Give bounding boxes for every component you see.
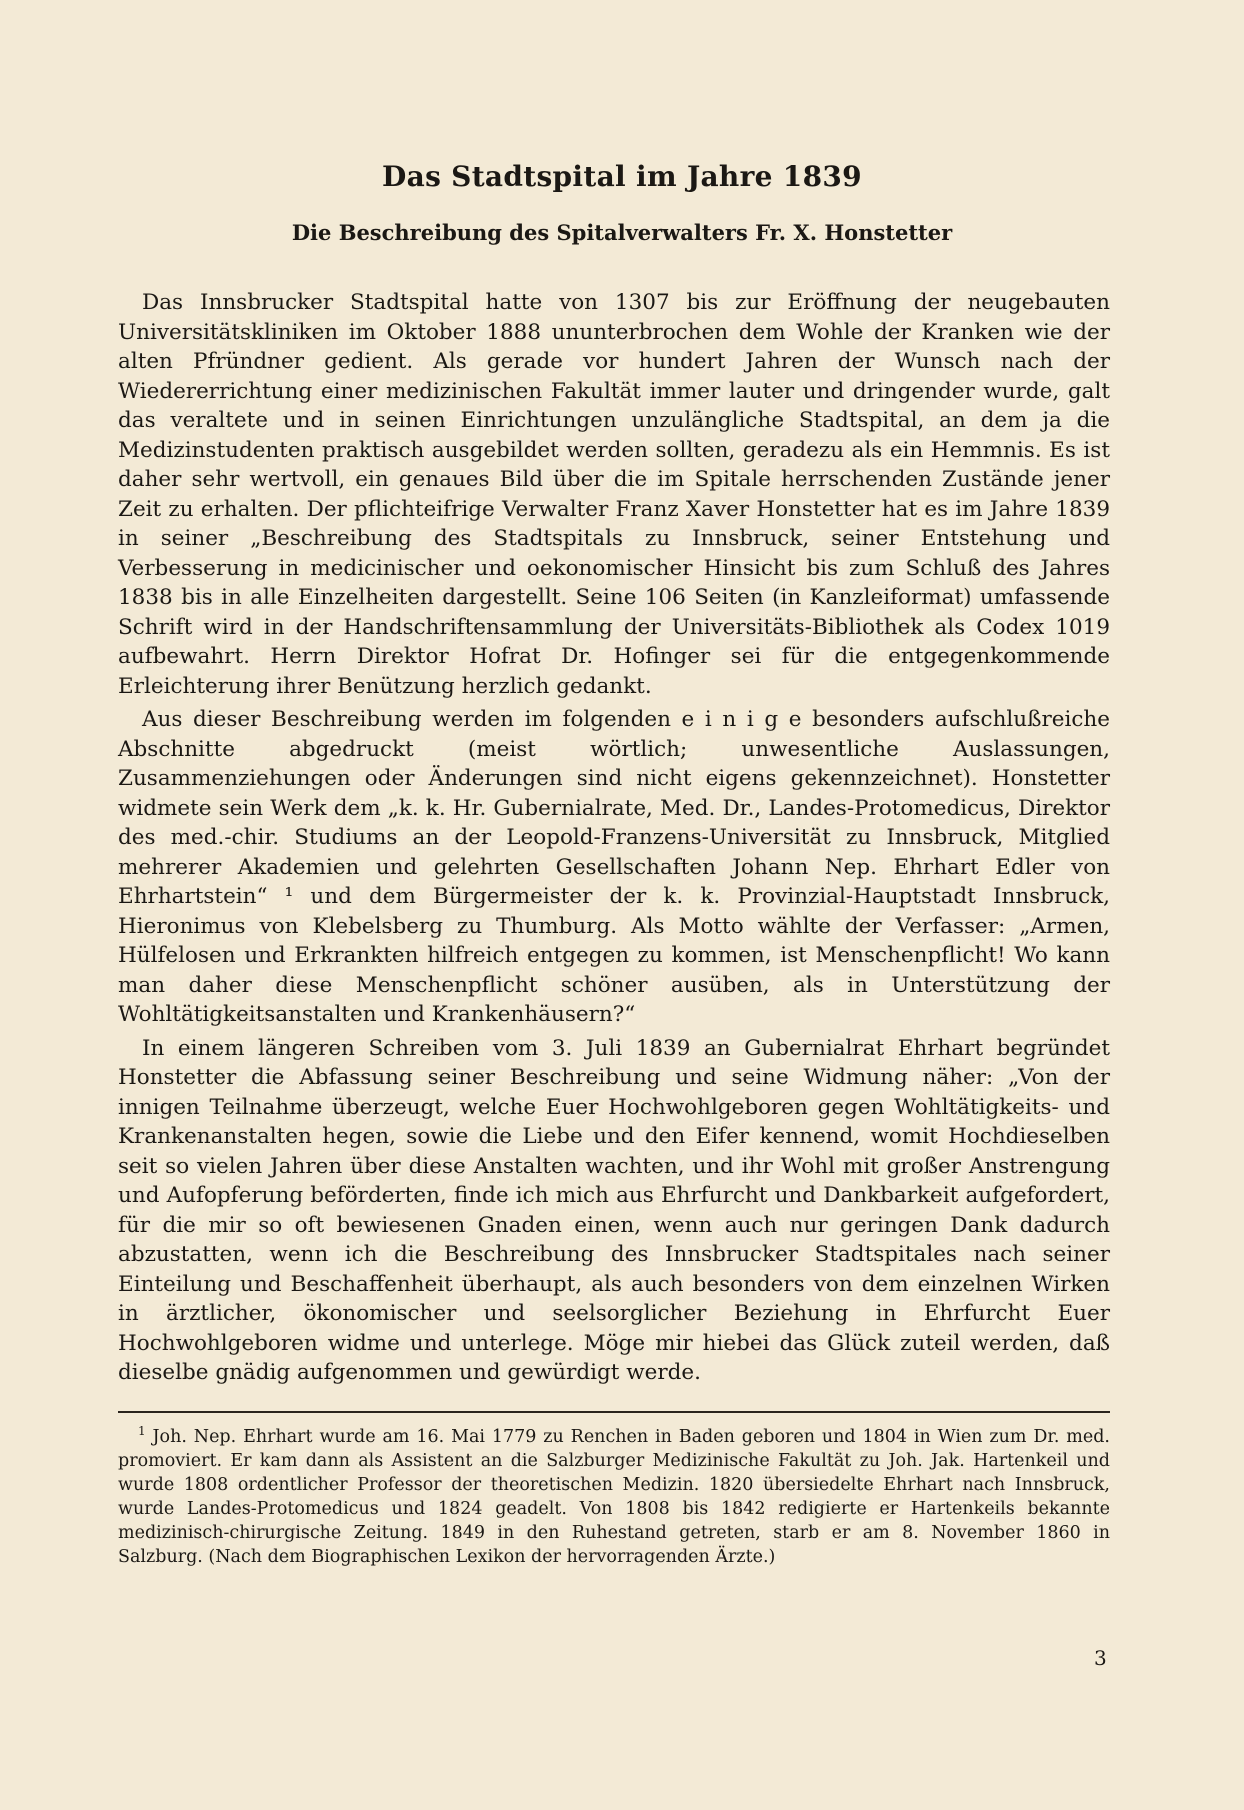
footnote-marker: 1 <box>138 1424 146 1439</box>
page-number: 3 <box>1094 1646 1107 1670</box>
article-subtitle: Die Beschreibung des Spitalverwalters Fr. X. Honstetter <box>291 220 953 245</box>
footnote-text: Joh. Nep. Ehrhart wurde am 16. Mai 1779 zu Renchen in Baden geboren und 1804 in Wien zum Dr. med. promoviert. Er kam dann als Assistent an die Salzburger Medizinische Fakultät zu Joh. Jak. Hartenkeil und wurde 1808 ordentlicher Professor der theoretischen Medizin. 1820 übersiedelte Ehrhart nach Innsbruck, wurde Landes-Protomedicus und 1824 geadelt. Von 1808 bis 1842 redigierte er Hartenkeils bekannte medizinisch-chirurgische Zeitung. 1849 in den Ruhestand getreten, starb er am 8. November 1860 in Salzburg. (Nach dem Biographischen Lexikon der hervorragenden Ärzte.) <box>118 1427 1110 1567</box>
footnote <box>118 1425 1110 1569</box>
article-title: Das Stadtspital im Jahre 1839 <box>382 160 862 193</box>
body-paragraph-1: Das Innsbrucker Stadtspital hatte von 1307 bis zur Eröffnung der neugebauten Universitätskliniken im Oktober 1888 ununterbrochen dem Wohle der Kranken wie der alten Pfründner gedient. Als gerade vor hundert Jahren der Wunsch nach der Wiedererrichtung einer medizinischen Fakultät immer lauter und dringender wurde, galt das veraltete und in seinen Einrichtungen unzulängliche Stadtspital, an dem ja die Medizinstudenten praktisch ausgebildet werden sollten, geradezu als ein Hemmnis. Es ist daher sehr wertvoll, ein genaues Bild über die im Spitale herrschenden Zustände jener Zeit zu erhalten. Der pflichteifrige Verwalter Franz Xaver Honstetter hat es im Jahre 1839 in seiner „Beschreibung des Stadtspitals zu Innsbruck, seiner Entstehung und Verbesserung in medicinischer und oekonomischer Hinsicht bis zum Schluß des Jahres 1838 bis in alle Einzelheiten dargestellt. Seine 106 Seiten (in Kanzleiformat) umfassende Schrift wird in der Handschriftensammlung der Universitäts-Bibliothek als Codex 1019 aufbewahrt. Herrn Direktor Hofrat Dr. Hofinger sei für die entgegenkommende Erleichterung ihrer Benützung herzlich gedankt. <box>118 290 1110 699</box>
body-paragraph-3: In einem längeren Schreiben vom 3. Juli 1839 an Gubernialrat Ehrhart begründet Honstetter die Abfassung seiner Beschreibung und seine Widmung näher: „Von der innigen Teilnahme überzeugt, welche Euer Hochwohlgeboren gegen Wohltätigkeits- und Krankenanstalten hegen, sowie die Liebe und den Eifer kennend, womit Hochdieselben seit so vielen Jahren über diese Anstalten wachten, und ihr Wohl mit großer Anstrengung und Aufopferung beförderten, finde ich mich aus Ehrfurcht und Dankbarkeit aufgefordert, für die mir so oft bewiesenen Gnaden einen, wenn auch nur geringen Dank dadurch abzustatten, wenn ich die Beschreibung des Innsbrucker Stadtspitales nach seiner Einteilung und Beschaffenheit überhaupt, als auch besonders von dem einzelnen Wirken in ärztlicher, ökonomischer und seelsorglicher Beziehung in Ehrfurcht Euer Hochwohlgeboren widme und unterlege. Möge mir hiebei das Glück zuteil werden, daß dieselbe gnädig aufgenommen und gewürdigt werde. <box>118 1035 1110 1385</box>
article-body <box>118 288 1110 1392</box>
footnote-divider <box>118 1411 1110 1413</box>
body-paragraph-2: Aus dieser Beschreibung werden im folgenden e i n i g e besonders aufschlußreiche Abschnitte abgedruckt (meist wörtlich; unwesentliche Auslassungen, Zusammenziehungen oder Änderungen sind nicht eigens gekennzeichnet). Honstetter widmete sein Werk dem „k. k. Hr. Gubernialrate, Med. Dr., Landes-Protomedicus, Direktor des med.-chir. Studiums an der Leopold-Franzens-Universität zu Innsbruck, Mitglied mehrerer Akademien und gelehrten Gesellschaften Johann Nep. Ehrhart Edler von Ehrhartstein“ ¹ und dem Bürgermeister der k. k. Provinzial-Hauptstadt Innsbruck, Hieronimus von Klebelsberg zu Thumburg. Als Motto wählte der Verfasser: „Armen, Hülfelosen und Erkrankten hilfreich entgegen zu kommen, ist Menschenpflicht! Wo kann man daher diese Menschenpflicht schöner ausüben, als in Unterstützung der Wohltätigkeitsanstalten und Krankenhäusern?“ <box>118 707 1110 1027</box>
